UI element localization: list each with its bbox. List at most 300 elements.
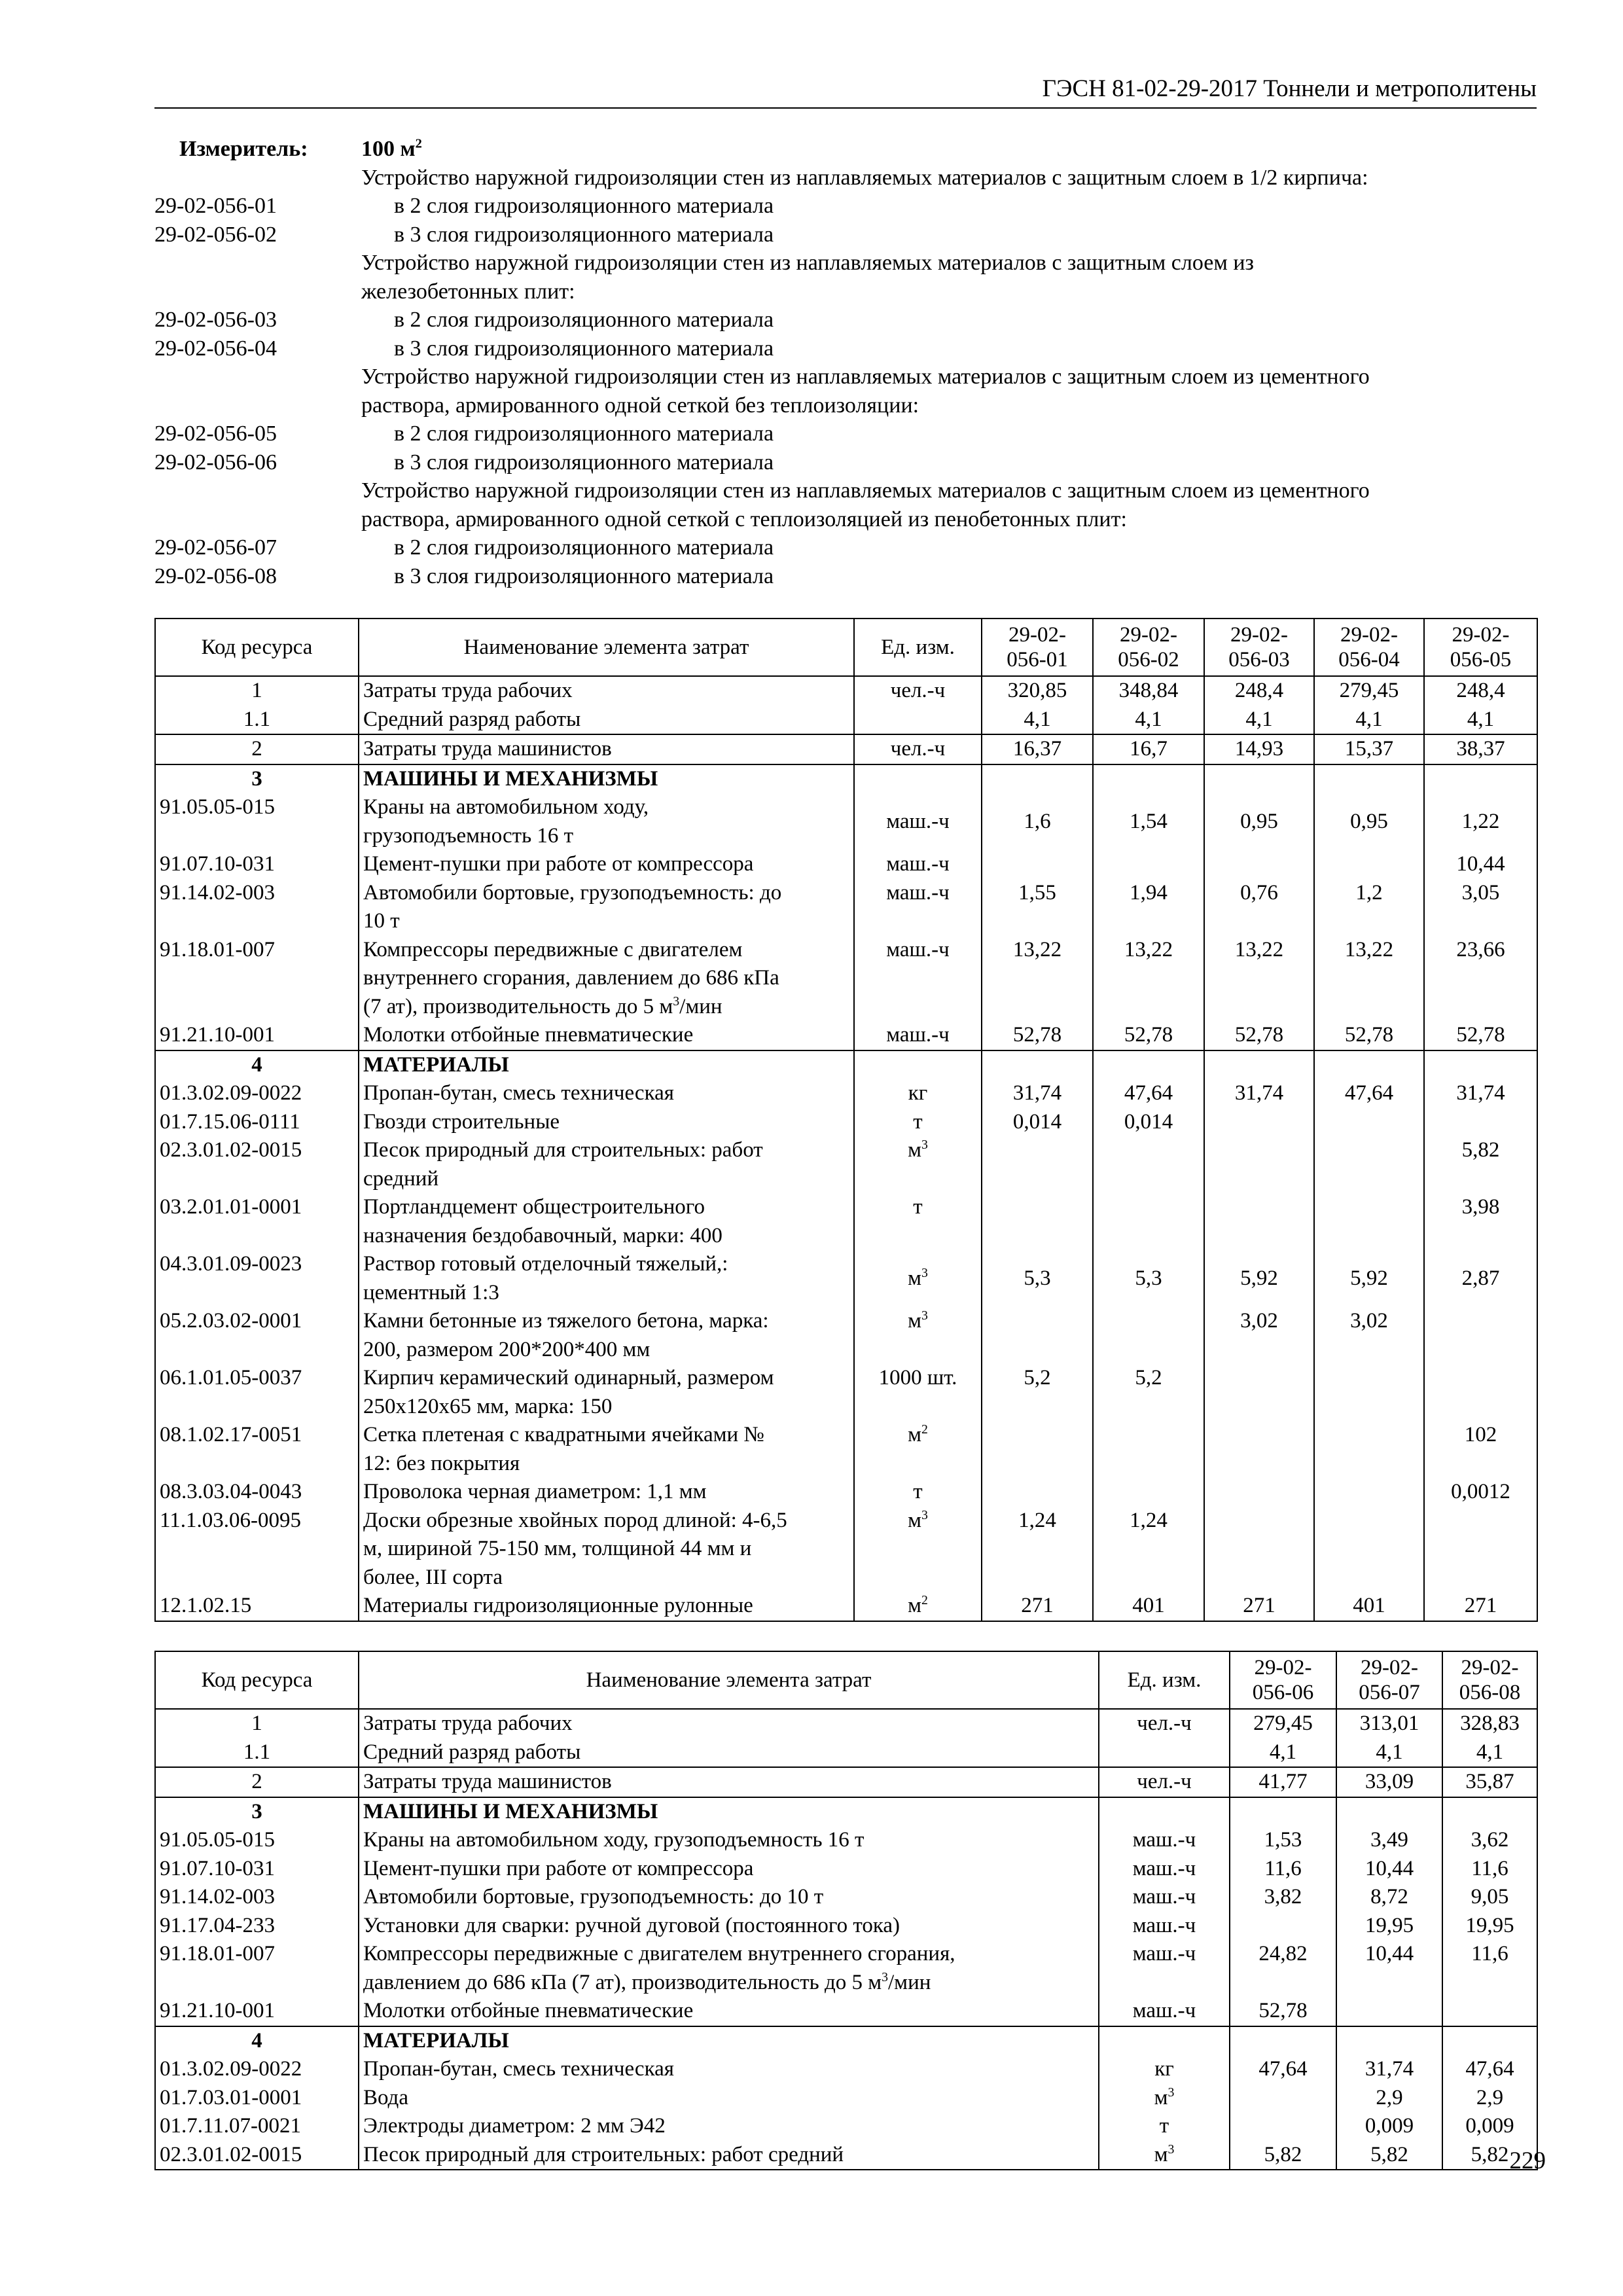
resource-unit xyxy=(1099,1738,1230,1768)
norm-value: 31,74 xyxy=(1204,1079,1314,1108)
resource-row xyxy=(155,879,1537,936)
resource-code: 08.1.02.17-0051 xyxy=(155,1421,359,1478)
col-header-unit: Ед. изм. xyxy=(854,619,982,676)
norm-value: 33,09 xyxy=(1336,1767,1442,1797)
norm-value: 1,2 xyxy=(1314,879,1424,936)
resource-name: Пропан-бутан, смесь техническая xyxy=(359,2055,1099,2084)
col-header-norm: 29-02- 056-01 xyxy=(982,619,1093,676)
norm-value: 47,64 xyxy=(1093,1079,1204,1108)
intro-code: 29-02-056-08 xyxy=(154,564,277,588)
col-header-name: Наименование элемента затрат xyxy=(359,619,854,676)
resource-unit: маш.-ч xyxy=(1099,1912,1230,1941)
resource-row xyxy=(155,1250,1537,1307)
resource-code: 91.18.01-007 xyxy=(155,1940,359,1997)
intro-text: железобетонных плит: xyxy=(361,279,575,304)
norm-value xyxy=(1314,1364,1424,1421)
norm-value: 4,1 xyxy=(982,706,1093,735)
norm-value: 10,44 xyxy=(1336,1940,1442,1997)
intro-code: 29-02-056-03 xyxy=(154,308,277,332)
norm-value xyxy=(1424,764,1537,794)
norm-value xyxy=(982,850,1093,879)
norm-value: 5,92 xyxy=(1314,1250,1424,1307)
resource-name: Песок природный для строительных: работ средний xyxy=(359,2141,1099,2170)
norm-value: 5,3 xyxy=(982,1250,1093,1307)
running-header: ГЭСН 81-02-29-2017 Тоннели и метрополитены xyxy=(154,71,1537,109)
resource-code: 11.1.03.06-0095 xyxy=(155,1507,359,1592)
norm-value: 41,77 xyxy=(1230,1767,1336,1797)
resource-code: 05.2.03.02-0001 xyxy=(155,1307,359,1364)
resource-code: 91.21.10-001 xyxy=(155,1997,359,2026)
resource-name: Пропан-бутан, смесь техническая xyxy=(359,1079,854,1108)
page-number: 229 xyxy=(1509,2147,1546,2174)
resource-name: Установки для сварки: ручной дуговой (постоянного тока) xyxy=(359,1912,1099,1941)
norm-value xyxy=(1314,764,1424,794)
norm-value xyxy=(1424,1507,1537,1592)
resource-code: 91.21.10-001 xyxy=(155,1021,359,1050)
resource-row xyxy=(155,1997,1537,2026)
resource-row xyxy=(155,2141,1537,2170)
norm-value: 2,9 xyxy=(1442,2084,1537,2113)
col-header-norm: 29-02- 056-04 xyxy=(1314,619,1424,676)
resource-code: 91.07.10-031 xyxy=(155,1855,359,1884)
norm-value: 4,1 xyxy=(1230,1738,1336,1768)
work-group-title xyxy=(154,391,1537,420)
norm-value xyxy=(982,1421,1093,1478)
work-group-title xyxy=(154,278,1537,306)
resource-unit: маш.-ч xyxy=(854,879,982,936)
resource-row xyxy=(155,1709,1537,1738)
resource-unit: т xyxy=(854,1108,982,1137)
intro-code xyxy=(154,476,361,505)
norm-value: 5,2 xyxy=(1093,1364,1204,1421)
resource-name: Затраты труда рабочих xyxy=(359,676,854,706)
norm-value xyxy=(1442,2026,1537,2056)
norm-value: 1,24 xyxy=(1093,1507,1204,1592)
resource-name: МАТЕРИАЛЫ xyxy=(359,1050,854,1080)
norm-value xyxy=(1230,1797,1336,1827)
resource-name: Портландцемент общестроительного назначения бездобавочный, марки: 400 xyxy=(359,1193,854,1250)
resource-name: Затраты труда рабочих xyxy=(359,1709,1099,1738)
norm-value: 5,92 xyxy=(1204,1250,1314,1307)
resource-name: Песок природный для строительных: работ средний xyxy=(359,1136,854,1193)
resource-row xyxy=(155,1079,1537,1108)
norm-value xyxy=(1314,1108,1424,1137)
norm-value: 24,82 xyxy=(1230,1940,1336,1997)
norm-value xyxy=(1230,2084,1336,2113)
norm-code-row xyxy=(154,192,1537,221)
resource-row xyxy=(155,1883,1537,1912)
norm-value: 1,53 xyxy=(1230,1826,1336,1855)
resource-unit: $м^2$ xyxy=(854,1421,982,1478)
norm-value xyxy=(1204,1507,1314,1592)
resource-code: 01.7.03.01-0001 xyxy=(155,2084,359,2113)
resource-code: 4 xyxy=(155,1050,359,1080)
intro-code xyxy=(154,278,361,306)
resource-row xyxy=(155,1507,1537,1592)
resource-row xyxy=(155,850,1537,879)
norm-value: 279,45 xyxy=(1230,1709,1336,1738)
resource-row xyxy=(155,2112,1537,2141)
norm-value xyxy=(1230,2026,1336,2056)
norm-value: 328,83 xyxy=(1442,1709,1537,1738)
intro-text: Устройство наружной гидроизоляции стен из наплавляемых материалов с защитным слоем из цементного xyxy=(361,478,1370,503)
intro-text: в 2 слоя гидроизоляционного материала xyxy=(394,194,774,218)
norm-value: 271 xyxy=(1204,1592,1314,1621)
norm-value: 52,78 xyxy=(1093,1021,1204,1050)
norm-value: 13,22 xyxy=(1204,936,1314,1022)
norm-value: 4,1 xyxy=(1314,706,1424,735)
norm-value: 3,02 xyxy=(1204,1307,1314,1364)
intro-code: Измеритель: xyxy=(179,137,308,161)
resource-unit xyxy=(854,1050,982,1080)
norm-value: 271 xyxy=(1424,1592,1537,1621)
resource-unit: маш.-ч xyxy=(854,1021,982,1050)
section-row xyxy=(155,2026,1537,2056)
norm-value: 52,78 xyxy=(1314,1021,1424,1050)
norm-value xyxy=(1204,1108,1314,1137)
resource-unit: $м^3$ xyxy=(854,1507,982,1592)
resource-name: Проволока черная диаметром: 1,1 мм xyxy=(359,1478,854,1507)
resource-unit xyxy=(854,764,982,794)
work-group-title xyxy=(154,363,1537,391)
norm-value xyxy=(1204,1050,1314,1080)
resource-name: Затраты труда машинистов xyxy=(359,734,854,764)
norm-value xyxy=(1314,1507,1424,1592)
resource-unit: 1000 шт. xyxy=(854,1364,982,1421)
norm-value: 3,98 xyxy=(1424,1193,1537,1250)
resource-code: 08.3.03.04-0043 xyxy=(155,1478,359,1507)
norm-value xyxy=(1093,850,1204,879)
resource-unit: $м^3$ xyxy=(854,1136,982,1193)
norm-value: 1,55 xyxy=(982,879,1093,936)
col-header-norm: 29-02- 056-06 xyxy=(1230,1651,1336,1709)
norm-value xyxy=(1336,1797,1442,1827)
intro-text: в 2 слоя гидроизоляционного материала xyxy=(394,422,774,446)
norm-value xyxy=(1424,1364,1537,1421)
norm-value: 9,05 xyxy=(1442,1883,1537,1912)
norm-value: 1,6 xyxy=(982,793,1093,850)
norm-value xyxy=(1230,1912,1336,1941)
intro-text: в 3 слоя гидроизоляционного материала xyxy=(394,564,774,588)
norm-value: 1,22 xyxy=(1424,793,1537,850)
resource-unit: маш.-ч xyxy=(854,793,982,850)
norm-value: 0,76 xyxy=(1204,879,1314,936)
resource-row xyxy=(155,1193,1537,1250)
resource-unit: $м^3$ xyxy=(1099,2084,1230,2113)
resource-name: Доски обрезные хвойных пород длиной: 4-6,5 м, шириной 75-150 мм, толщиной 44 мм и более, III сорта xyxy=(359,1507,854,1592)
norm-value: 0,014 xyxy=(982,1108,1093,1137)
intro-code: 29-02-056-01 xyxy=(154,194,277,218)
resource-unit: $м^3$ xyxy=(1099,2141,1230,2170)
resource-code: 2 xyxy=(155,1767,359,1797)
resource-row xyxy=(155,676,1537,706)
col-header-norm: 29-02- 056-08 xyxy=(1442,1651,1537,1709)
norm-value: 3,62 xyxy=(1442,1826,1537,1855)
intro-code xyxy=(154,391,361,420)
norm-value: 248,4 xyxy=(1204,676,1314,706)
norm-value xyxy=(1093,1478,1204,1507)
resource-row xyxy=(155,1592,1537,1621)
resource-unit: чел.-ч xyxy=(1099,1767,1230,1797)
norm-value xyxy=(982,1136,1093,1193)
resource-code: 02.3.01.02-0015 xyxy=(155,1136,359,1193)
norm-value: 38,37 xyxy=(1424,734,1537,764)
norm-value xyxy=(1093,1421,1204,1478)
resource-name: Камни бетонные из тяжелого бетона, марка: 200, размером 200*200*400 мм xyxy=(359,1307,854,1364)
norm-value xyxy=(1204,1364,1314,1421)
resource-code: 06.1.01.05-0037 xyxy=(155,1364,359,1421)
norm-value: 52,78 xyxy=(1424,1021,1537,1050)
norm-value xyxy=(1204,1136,1314,1193)
norm-value: 15,37 xyxy=(1314,734,1424,764)
resource-name: Автомобили бортовые, грузоподъемность: до 10 т xyxy=(359,1883,1099,1912)
resource-name: МАШИНЫ И МЕХАНИЗМЫ xyxy=(359,1797,1099,1827)
resource-row xyxy=(155,1855,1537,1884)
norm-value: 13,22 xyxy=(1314,936,1424,1022)
col-header-norm: 29-02- 056-07 xyxy=(1336,1651,1442,1709)
norm-value: 0,95 xyxy=(1204,793,1314,850)
resource-name: Материалы гидроизоляционные рулонные xyxy=(359,1592,854,1621)
col-header-norm: 29-02- 056-05 xyxy=(1424,619,1537,676)
norm-value xyxy=(982,1478,1093,1507)
resource-code: 01.7.15.06-0111 xyxy=(155,1108,359,1137)
resource-code: 2 xyxy=(155,734,359,764)
measure-and-description-block xyxy=(154,135,1537,590)
resource-code: 3 xyxy=(155,764,359,794)
norm-code-row xyxy=(154,334,1537,363)
resource-code: 01.3.02.09-0022 xyxy=(155,1079,359,1108)
norm-value xyxy=(1442,1997,1537,2026)
resource-name: МАТЕРИАЛЫ xyxy=(359,2026,1099,2056)
resource-unit xyxy=(1099,2026,1230,2056)
work-group-title xyxy=(154,505,1537,534)
section-row xyxy=(155,764,1537,794)
norm-value: 19,95 xyxy=(1336,1912,1442,1941)
norm-value: 0,009 xyxy=(1336,2112,1442,2141)
resource-name: Гвозди строительные xyxy=(359,1108,854,1137)
resource-code: 02.3.01.02-0015 xyxy=(155,2141,359,2170)
resource-unit: чел.-ч xyxy=(854,676,982,706)
norm-value xyxy=(1336,1997,1442,2026)
norm-value xyxy=(1204,1478,1314,1507)
norm-value xyxy=(1093,1307,1204,1364)
norm-value: 31,74 xyxy=(982,1079,1093,1108)
resource-unit: маш.-ч xyxy=(1099,1940,1230,1997)
resource-unit: маш.-ч xyxy=(854,850,982,879)
intro-code: 29-02-056-07 xyxy=(154,535,277,560)
norm-value xyxy=(1442,1797,1537,1827)
norm-value: 10,44 xyxy=(1336,1855,1442,1884)
resource-code: 03.2.01.01-0001 xyxy=(155,1193,359,1250)
resource-row xyxy=(155,734,1537,764)
resource-name: Молотки отбойные пневматические xyxy=(359,1021,854,1050)
intro-text: в 3 слоя гидроизоляционного материала xyxy=(394,222,774,247)
intro-text: в 2 слоя гидроизоляционного материала xyxy=(394,308,774,332)
norm-value: 11,6 xyxy=(1442,1855,1537,1884)
norm-value: 3,49 xyxy=(1336,1826,1442,1855)
norm-value: 35,87 xyxy=(1442,1767,1537,1797)
norm-value: 5,82 xyxy=(1442,2141,1537,2170)
resource-name: Кирпич керамический одинарный, размером 250х120х65 мм, марка: 150 xyxy=(359,1364,854,1421)
resource-unit: т xyxy=(854,1193,982,1250)
norm-value: 1,24 xyxy=(982,1507,1093,1592)
resource-unit: $м^3$ xyxy=(854,1250,982,1307)
norm-value xyxy=(1314,1050,1424,1080)
resource-code: 01.3.02.09-0022 xyxy=(155,2055,359,2084)
col-header-code: Код ресурса xyxy=(155,619,359,676)
norm-value: 19,95 xyxy=(1442,1912,1537,1941)
resource-unit: чел.-ч xyxy=(1099,1709,1230,1738)
resource-name: Вода xyxy=(359,2084,1099,2113)
norm-value: 0,014 xyxy=(1093,1108,1204,1137)
norm-code-row xyxy=(154,420,1537,448)
resource-name: Раствор готовый отделочный тяжелый,: цементный 1:3 xyxy=(359,1250,854,1307)
norm-value: 13,22 xyxy=(1093,936,1204,1022)
resource-name: Краны на автомобильном ходу, грузоподъемность 16 т xyxy=(359,793,854,850)
norm-value xyxy=(1093,1136,1204,1193)
norm-value xyxy=(1204,1193,1314,1250)
norm-value xyxy=(1230,2112,1336,2141)
resource-row xyxy=(155,706,1537,735)
norm-value: 4,1 xyxy=(1204,706,1314,735)
norm-value xyxy=(982,1193,1093,1250)
resource-unit: маш.-ч xyxy=(1099,1883,1230,1912)
resource-code: 12.1.02.15 xyxy=(155,1592,359,1621)
resource-unit: чел.-ч xyxy=(854,734,982,764)
intro-code: 29-02-056-06 xyxy=(154,450,277,475)
intro-text: в 3 слоя гидроизоляционного материала xyxy=(394,336,774,361)
resource-unit: маш.-ч xyxy=(1099,1826,1230,1855)
norm-value xyxy=(982,1050,1093,1080)
resource-code: 1 xyxy=(155,1709,359,1738)
norm-value: 52,78 xyxy=(1204,1021,1314,1050)
norm-value: 348,84 xyxy=(1093,676,1204,706)
norm-value: 3,02 xyxy=(1314,1307,1424,1364)
norm-value xyxy=(1314,1478,1424,1507)
resource-code: 91.05.05-015 xyxy=(155,793,359,850)
norm-value: 47,64 xyxy=(1442,2055,1537,2084)
norm-value: 14,93 xyxy=(1204,734,1314,764)
resource-unit: т xyxy=(854,1478,982,1507)
col-header-unit: Ед. изм. xyxy=(1099,1651,1230,1709)
norm-value: 279,45 xyxy=(1314,676,1424,706)
norm-value xyxy=(1424,1307,1537,1364)
norm-value: 8,72 xyxy=(1336,1883,1442,1912)
resource-row xyxy=(155,1767,1537,1797)
norm-value: 0,009 xyxy=(1442,2112,1537,2141)
norm-value: 5,82 xyxy=(1336,2141,1442,2170)
col-header-norm: 29-02- 056-03 xyxy=(1204,619,1314,676)
resource-row xyxy=(155,2055,1537,2084)
intro-text: в 2 слоя гидроизоляционного материала xyxy=(394,535,774,560)
norm-value: 5,3 xyxy=(1093,1250,1204,1307)
resource-name: Средний разряд работы xyxy=(359,706,854,735)
intro-text: раствора, армированного одной сеткой с теплоизоляцией из пенобетонных плит: xyxy=(361,507,1127,531)
section-row xyxy=(155,1797,1537,1827)
resource-unit: маш.-ч xyxy=(1099,1855,1230,1884)
norm-value xyxy=(1424,1050,1537,1080)
norm-value xyxy=(1093,1193,1204,1250)
norm-value xyxy=(1093,764,1204,794)
norm-value: 102 xyxy=(1424,1421,1537,1478)
work-group-title xyxy=(154,476,1537,505)
norm-code-row xyxy=(154,306,1537,334)
intro-text: Устройство наружной гидроизоляции стен из наплавляемых материалов с защитным слоем из цементного xyxy=(361,365,1370,389)
intro-code xyxy=(154,249,361,278)
resource-code: 1.1 xyxy=(155,706,359,735)
norm-value: 0,0012 xyxy=(1424,1478,1537,1507)
work-group-title xyxy=(154,164,1537,192)
norm-code-row xyxy=(154,533,1537,562)
section-row xyxy=(155,1050,1537,1080)
col-header-name: Наименование элемента затрат xyxy=(359,1651,1099,1709)
resource-unit xyxy=(854,706,982,735)
norm-value: 401 xyxy=(1314,1592,1424,1621)
resource-row xyxy=(155,1912,1537,1941)
resource-code: 91.18.01-007 xyxy=(155,936,359,1022)
resource-row xyxy=(155,1421,1537,1478)
resource-name: Цемент-пушки при работе от компрессора xyxy=(359,1855,1099,1884)
resource-unit: маш.-ч xyxy=(854,936,982,1022)
norm-value: 271 xyxy=(982,1592,1093,1621)
resource-name: Сетка плетеная с квадратными ячейками № 12: без покрытия xyxy=(359,1421,854,1478)
resource-unit: маш.-ч xyxy=(1099,1997,1230,2026)
measure-row xyxy=(154,135,1537,164)
norm-value: 5,82 xyxy=(1230,2141,1336,2170)
norm-value: 1,54 xyxy=(1093,793,1204,850)
resource-row xyxy=(155,2084,1537,2113)
intro-code: 29-02-056-02 xyxy=(154,222,277,247)
resource-name: Автомобили бортовые, грузоподъемность: до 10 т xyxy=(359,879,854,936)
intro-code: 29-02-056-05 xyxy=(154,422,277,446)
resource-code: 91.14.02-003 xyxy=(155,1883,359,1912)
norm-value xyxy=(1204,850,1314,879)
norm-value: 11,6 xyxy=(1230,1855,1336,1884)
resource-name: Электроды диаметром: 2 мм Э42 xyxy=(359,2112,1099,2141)
intro-text: Устройство наружной гидроизоляции стен из наплавляемых материалов с защитным слоем из xyxy=(361,251,1254,275)
col-header-code: Код ресурса xyxy=(155,1651,359,1709)
resource-code: 4 xyxy=(155,2026,359,2056)
resource-row xyxy=(155,1136,1537,1193)
resource-row xyxy=(155,1364,1537,1421)
norm-value: 4,1 xyxy=(1442,1738,1537,1768)
resource-table-2 xyxy=(154,1651,1538,2170)
norm-value: 0,95 xyxy=(1314,793,1424,850)
norm-value: 11,6 xyxy=(1442,1940,1537,1997)
resource-name: Компрессоры передвижные с двигателем внутреннего сгорания, давлением до 686 кПа (7 ат), производительность до 5 $м^3$/мин xyxy=(359,1940,1099,1997)
norm-value xyxy=(1314,850,1424,879)
norm-value xyxy=(1204,1421,1314,1478)
resource-unit: $м^2$ xyxy=(854,1592,982,1621)
resource-code: 1.1 xyxy=(155,1738,359,1768)
resource-code: 3 xyxy=(155,1797,359,1827)
norm-value: 4,1 xyxy=(1336,1738,1442,1768)
norm-value: 1,94 xyxy=(1093,879,1204,936)
resource-code: 04.3.01.09-0023 xyxy=(155,1250,359,1307)
norm-value: 10,44 xyxy=(1424,850,1537,879)
resource-unit: кг xyxy=(854,1079,982,1108)
norm-value xyxy=(1314,1193,1424,1250)
norm-value xyxy=(1204,764,1314,794)
resource-name: Краны на автомобильном ходу, грузоподъемность 16 т xyxy=(359,1826,1099,1855)
norm-value: 23,66 xyxy=(1424,936,1537,1022)
intro-text: в 3 слоя гидроизоляционного материала xyxy=(394,450,774,475)
resource-code: 1 xyxy=(155,676,359,706)
norm-value: 47,64 xyxy=(1230,2055,1336,2084)
norm-value: 401 xyxy=(1093,1592,1204,1621)
norm-value: 47,64 xyxy=(1314,1079,1424,1108)
intro-code: 29-02-056-04 xyxy=(154,336,277,361)
